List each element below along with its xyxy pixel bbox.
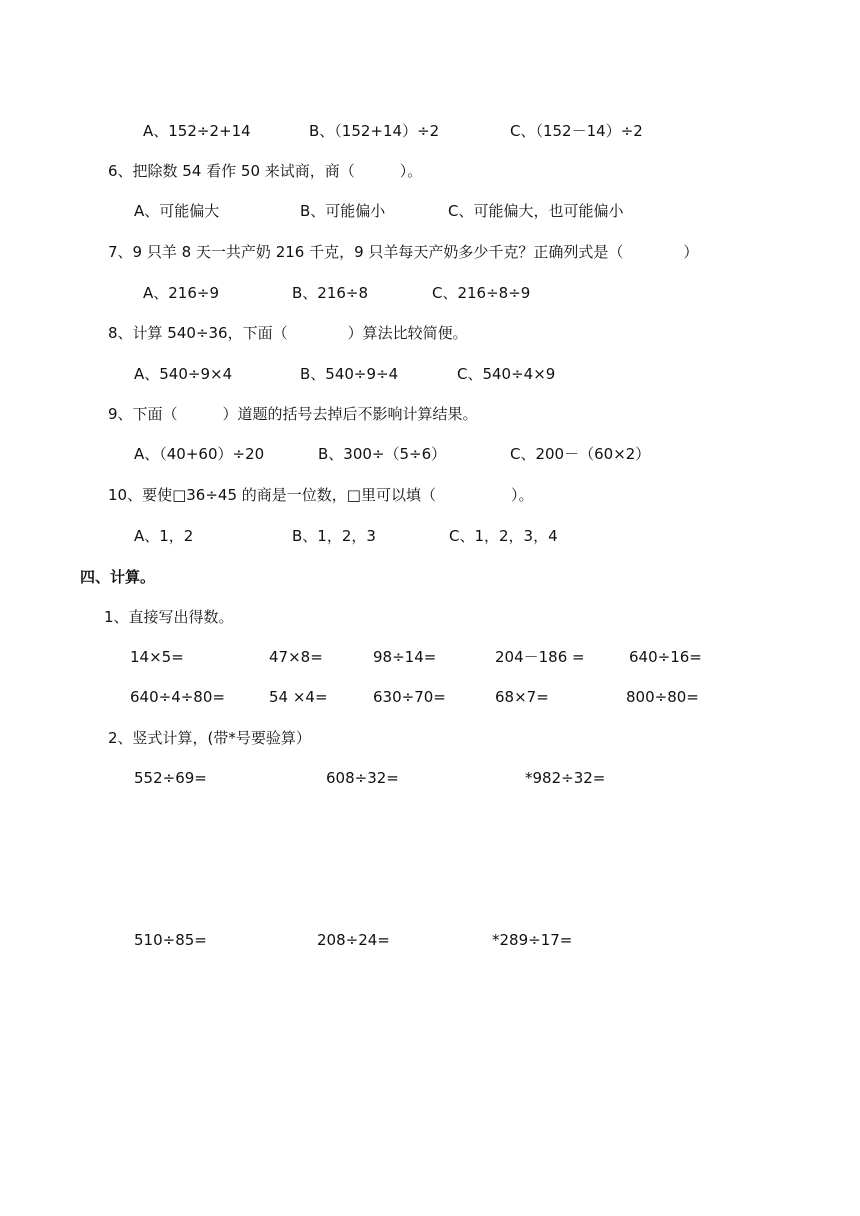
q6-stem: 6、把除数 54 看作 50 来试商，商（ ）。 [108, 162, 423, 180]
part-2-title: 2、竖式计算，(带*号要验算） [108, 729, 311, 747]
q8-option-a: A、540÷9×4 [134, 365, 233, 383]
q6-option-b: B、可能偏小 [300, 202, 386, 220]
q9-option-c: C、200－（60×2） [510, 445, 651, 463]
q9-option-b: B、300÷（5÷6） [318, 445, 447, 463]
q5-option-b: B、（152+14）÷2 [309, 122, 440, 140]
section-4-title: 四、计算。 [80, 568, 156, 586]
q6-option-c: C、可能偏大，也可能偏小 [448, 202, 624, 220]
q9-stem: 9、下面（ ）道题的括号去掉后不影响计算结果。 [108, 405, 478, 423]
mental-calc-item: 640÷16= [629, 648, 702, 666]
q8-option-b: B、540÷9÷4 [300, 365, 399, 383]
vertical-calc-item: 552÷69= [134, 769, 207, 787]
vertical-calc-item: 608÷32= [326, 769, 399, 787]
vertical-calc-item: *982÷32= [525, 769, 606, 787]
q10-option-a: A、1，2 [134, 527, 194, 545]
mental-calc-item: 204－186 = [495, 648, 585, 666]
mental-calc-item: 54 ×4= [269, 688, 328, 706]
q6-option-a: A、可能偏大 [134, 202, 220, 220]
mental-calc-item: 47×8= [269, 648, 323, 666]
q10-stem: 10、要使□36÷45 的商是一位数，□里可以填（ ）。 [108, 486, 534, 504]
vertical-calc-item: 208÷24= [317, 931, 390, 949]
mental-calc-item: 800÷80= [626, 688, 699, 706]
q7-stem: 7、9 只羊 8 天一共产奶 216 千克，9 只羊每天产奶多少千克？正确列式是（ ） [108, 243, 699, 261]
vertical-calc-item: *289÷17= [492, 931, 573, 949]
q7-option-c: C、216÷8÷9 [432, 284, 531, 302]
mental-calc-item: 640÷4÷80= [130, 688, 225, 706]
vertical-calc-item: 510÷85= [134, 931, 207, 949]
q8-option-c: C、540÷4×9 [457, 365, 556, 383]
q10-option-c: C、1，2，3，4 [449, 527, 558, 545]
q7-option-a: A、216÷9 [143, 284, 220, 302]
q5-option-c: C、（152－14）÷2 [510, 122, 643, 140]
q5-option-a: A、152÷2+14 [143, 122, 251, 140]
mental-calc-item: 630÷70= [373, 688, 446, 706]
q7-option-b: B、216÷8 [292, 284, 369, 302]
mental-calc-item: 98÷14= [373, 648, 437, 666]
q9-option-a: A、（40+60）÷20 [134, 445, 265, 463]
mental-calc-item: 68×7= [495, 688, 549, 706]
mental-calc-item: 14×5= [130, 648, 184, 666]
part-1-title: 1、直接写出得数。 [104, 608, 234, 626]
q10-option-b: B、1，2，3 [292, 527, 376, 545]
q8-stem: 8、计算 540÷36，下面（ ）算法比较简便。 [108, 324, 468, 342]
